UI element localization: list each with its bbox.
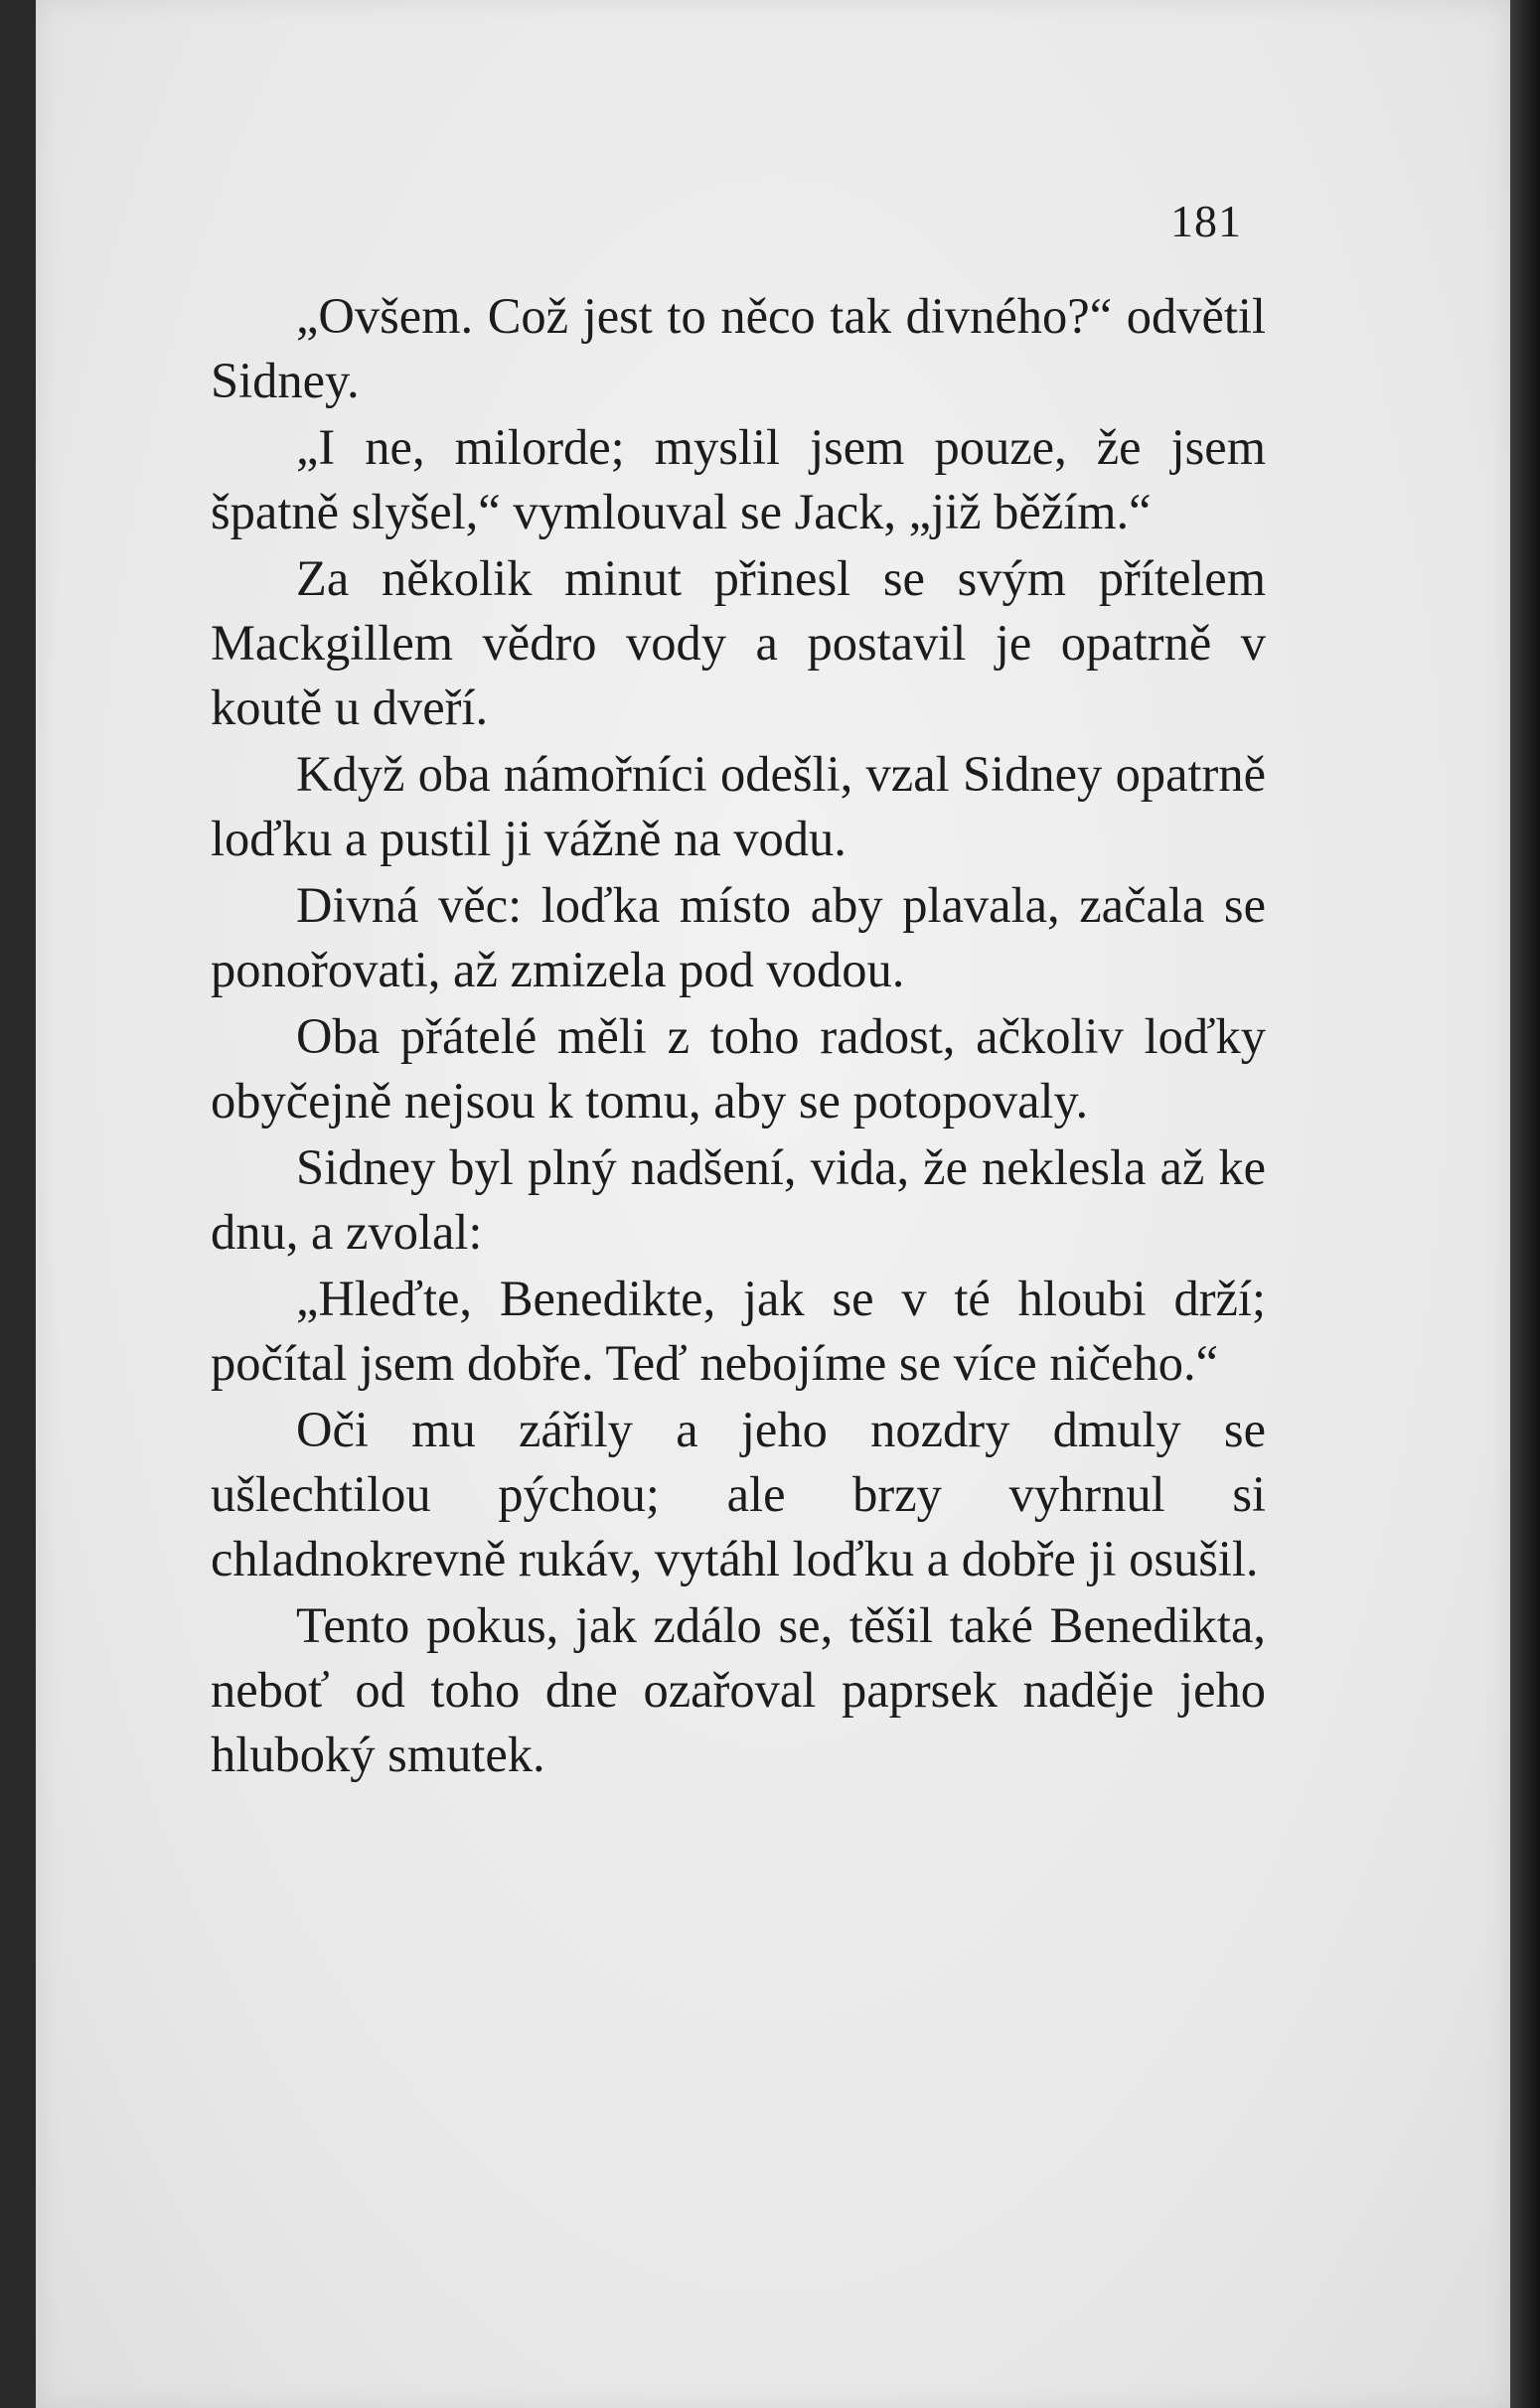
paragraph: Divná věc: loďka místo aby plavala, začala se ponořovati, až zmizela pod vodou. [211, 877, 1266, 997]
paragraph: Když oba námořníci odešli, vzal Sidney opatrně loďku a pustil ji vážně na vodu. [211, 746, 1266, 866]
page-number: 181 [1170, 196, 1242, 246]
paragraph: „Ovšem. Což jest to něco tak divného?“ odvětil Sidney. [211, 288, 1266, 408]
paragraph: Oči mu zářily a jeho nozdry dmuly se ušlechtilou pýchou; ale brzy vyhrnul si chladnokrevně rukáv, vytáhl loďku a dobře ji osušil. [211, 1402, 1266, 1586]
paragraph: Sidney byl plný nadšení, vida, že neklesla až ke dnu, a zvolal: [211, 1139, 1266, 1260]
paragraph: „Hleďte, Benedikte, jak se v té hloubi drží; počítal jsem dobře. Teď nebojíme se více ničeho.“ [211, 1271, 1266, 1391]
book-gutter [0, 0, 36, 2408]
page-edge [1510, 0, 1540, 2408]
paragraph: Oba přátelé měli z toho radost, ačkoliv loďky obyčejně nejsou k tomu, aby se potopovaly. [211, 1008, 1266, 1129]
paragraph: Za několik minut přinesl se svým přítelem Mackgillem vědro vody a postavil je opatrně v koutě u dveří. [211, 550, 1266, 735]
paragraph: Tento pokus, jak zdálo se, těšil také Benedikta, neboť od toho dne ozařoval paprsek naděje jeho hluboký smutek. [211, 1597, 1266, 1782]
paragraph: „I ne, milorde; myslil jsem pouze, že jsem špatně slyšel,“ vymlouval se Jack, „již běžím.“ [211, 419, 1266, 539]
page-body [211, 284, 1266, 1787]
